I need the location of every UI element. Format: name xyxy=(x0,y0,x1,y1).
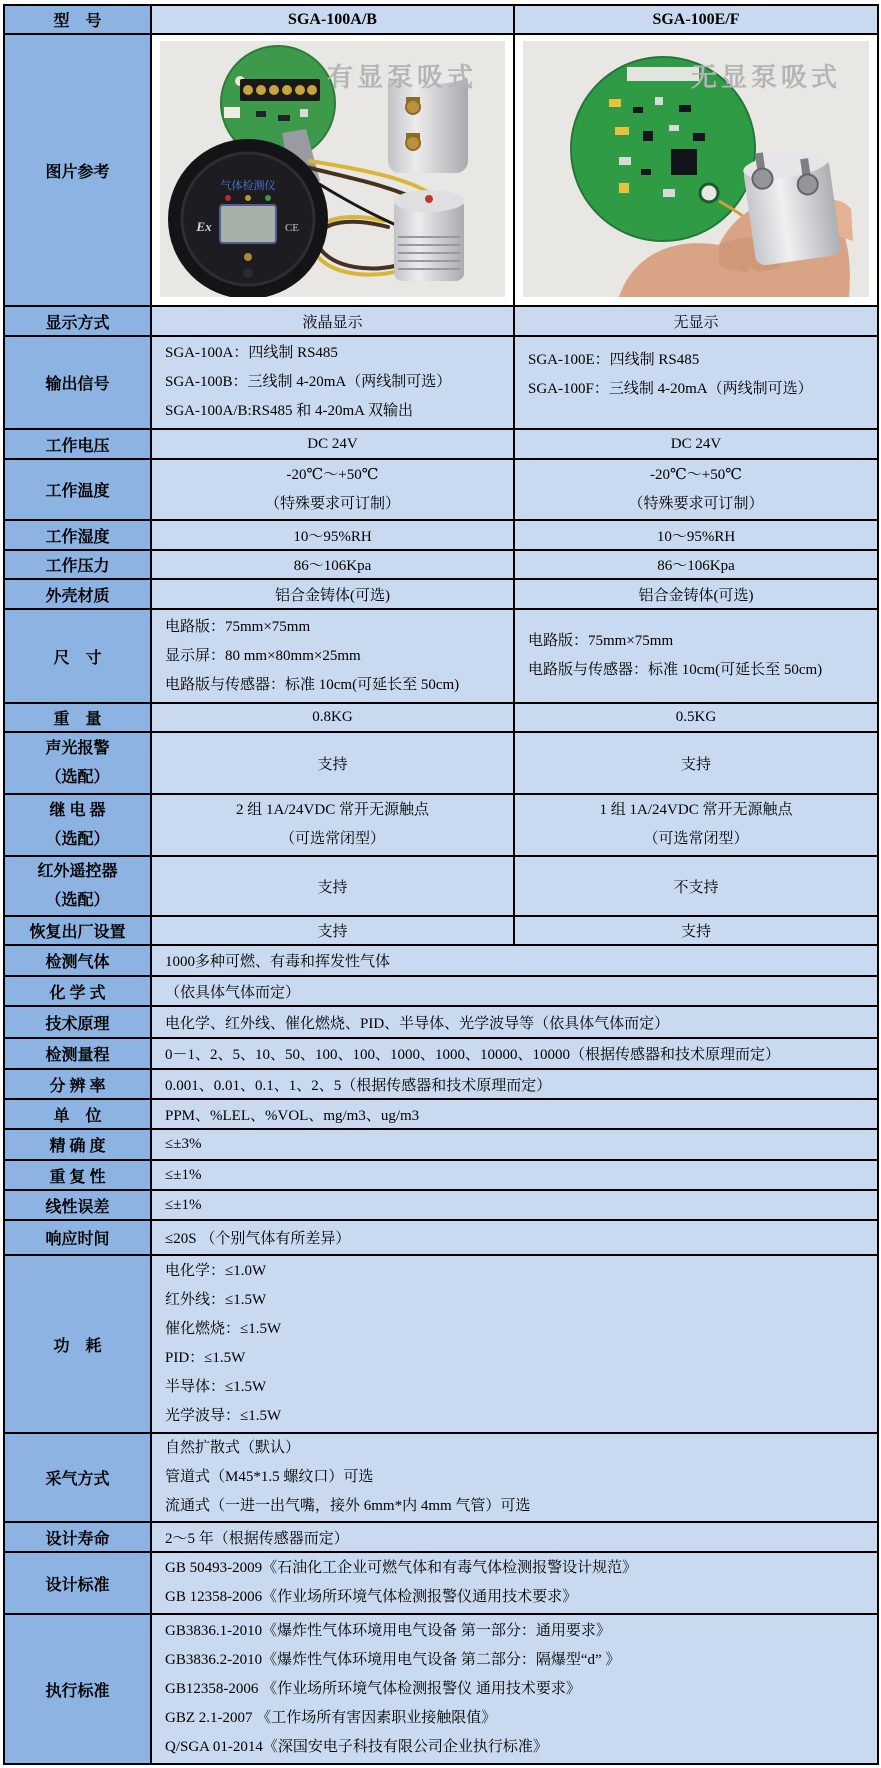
row-label: 检测量程 xyxy=(4,1038,151,1069)
table-row xyxy=(4,945,878,976)
row-label: 检测气体 xyxy=(4,945,151,976)
cell: ≤20S （个别气体有所差异） xyxy=(151,1220,878,1255)
cell: ≤±1% xyxy=(151,1190,878,1220)
table-row xyxy=(4,916,878,945)
row-label: 工作电压 xyxy=(4,429,151,459)
table-row xyxy=(4,1433,878,1522)
row-label: 设计寿命 xyxy=(4,1522,151,1552)
table-row xyxy=(4,609,878,703)
cell: SGA-100A：四线制 RS485 SGA-100B：三线制 4-20mA（两线制可选） SGA-100A/B:RS485 和 4-20mA 双输出 xyxy=(151,336,514,429)
model-ef-header: SGA-100E/F xyxy=(514,5,878,34)
cell: 0－1、2、5、10、50、100、100、1000、1000、10000、10000（根据传感器和技术原理而定） xyxy=(151,1038,878,1069)
row-label: 工作湿度 xyxy=(4,520,151,550)
cell: 86～106Kpa xyxy=(514,550,878,579)
cell: 电路版：75mm×75mm 电路版与传感器：标准 10cm(可延长至 50cm) xyxy=(514,609,878,703)
cell: 电化学、红外线、催化燃烧、PID、半导体、光学波导等（依具体气体而定） xyxy=(151,1006,878,1038)
table-row xyxy=(4,1552,878,1614)
cell: DC 24V xyxy=(514,429,878,459)
svg-text:CE: CE xyxy=(284,222,300,234)
table-row xyxy=(4,1069,878,1099)
row-label: 线性误差 xyxy=(4,1190,151,1220)
table-row xyxy=(4,550,878,579)
table-row xyxy=(4,1220,878,1255)
row-label: 声光报警 （选配） xyxy=(4,732,151,794)
cell: 支持 xyxy=(514,916,878,945)
table-row xyxy=(4,336,878,429)
cell: ≤±3% xyxy=(151,1129,878,1160)
cell: 86～106Kpa xyxy=(151,550,514,579)
product-photo-pump-with-display xyxy=(160,41,505,297)
table-row xyxy=(4,429,878,459)
table-row xyxy=(4,732,878,794)
table-row xyxy=(4,1614,878,1764)
table-row xyxy=(4,1160,878,1190)
table-row xyxy=(4,459,878,520)
cell: -20℃～+50℃ （特殊要求可订制） xyxy=(514,459,878,520)
cell: 不支持 xyxy=(514,856,878,916)
row-label: 采气方式 xyxy=(4,1433,151,1522)
row-label-photos: 图片参考 xyxy=(4,34,151,306)
row-label: 精 确 度 xyxy=(4,1129,151,1160)
row-label-model: 型 号 xyxy=(4,5,151,34)
watermark-right: 无显泵吸式 xyxy=(690,63,841,92)
row-label: 重 复 性 xyxy=(4,1160,151,1190)
row-label: 外壳材质 xyxy=(4,579,151,609)
row-label: 化 学 式 xyxy=(4,976,151,1006)
cell: 支持 xyxy=(151,916,514,945)
row-label: 显示方式 xyxy=(4,306,151,336)
table-row xyxy=(4,976,878,1006)
cell: 0.5KG xyxy=(514,703,878,732)
svg-text:气体检测仪: 气体检测仪 xyxy=(220,180,276,192)
cell: GB3836.1-2010《爆炸性气体环境用电气设备 第一部分：通用要求》 GB3836.2-2010《爆炸性气体环境用电气设备 第二部分：隔爆型“d” 》 GB12358-2006 《作业场所环境气体检测报警仪 通用技术要求》 GBZ 2.1-2007 《工作场所有害因素职业接触限值》 Q/SGA 01-2014《深国安电子科技有限公司企业执行标准》 xyxy=(151,1614,878,1764)
cell: 10～95%RH xyxy=(514,520,878,550)
table-row xyxy=(4,1038,878,1069)
row-label: 工作温度 xyxy=(4,459,151,520)
cell: 2 组 1A/24VDC 常开无源触点 （可选常闭型） xyxy=(151,794,514,856)
table-row xyxy=(4,1522,878,1552)
photo-cell-right xyxy=(514,34,878,306)
cell: 支持 xyxy=(151,732,514,794)
spec-table xyxy=(3,4,879,1765)
table-row xyxy=(4,579,878,609)
row-label: 功 耗 xyxy=(4,1255,151,1433)
cell: GB 50493-2009《石油化工企业可燃气体和有毒气体检测报警设计规范》 GB 12358-2006《作业场所环境气体检测报警仪通用技术要求》 xyxy=(151,1552,878,1614)
row-label: 设计标准 xyxy=(4,1552,151,1614)
row-label: 继 电 器 （选配） xyxy=(4,794,151,856)
cell: 铝合金铸体(可选) xyxy=(514,579,878,609)
table-row xyxy=(4,306,878,336)
cell: 铝合金铸体(可选) xyxy=(151,579,514,609)
table-row xyxy=(4,1190,878,1220)
svg-text:Ex: Ex xyxy=(196,219,212,234)
table-row xyxy=(4,794,878,856)
table-row xyxy=(4,1099,878,1129)
row-label: 尺 寸 xyxy=(4,609,151,703)
table-row xyxy=(4,1006,878,1038)
row-label: 恢复出厂设置 xyxy=(4,916,151,945)
table-row-photos xyxy=(4,34,878,306)
table-row xyxy=(4,703,878,732)
cell: 1000多种可燃、有毒和挥发性气体 xyxy=(151,945,878,976)
cell: 支持 xyxy=(151,856,514,916)
row-label: 单 位 xyxy=(4,1099,151,1129)
cell: PPM、%LEL、%VOL、mg/m3、ug/m3 xyxy=(151,1099,878,1129)
cell: 0.001、0.01、0.1、1、2、5（根据传感器和技术原理而定） xyxy=(151,1069,878,1099)
cell: 液晶显示 xyxy=(151,306,514,336)
product-photo-pump-no-display xyxy=(523,41,869,297)
cell: （依具体气体而定） xyxy=(151,976,878,1006)
cell: 2～5 年（根据传感器而定） xyxy=(151,1522,878,1552)
cell: 无显示 xyxy=(514,306,878,336)
model-ab-header: SGA-100A/B xyxy=(151,5,514,34)
row-label: 执行标准 xyxy=(4,1614,151,1764)
cell: 1 组 1A/24VDC 常开无源触点 （可选常闭型） xyxy=(514,794,878,856)
cell: ≤±1% xyxy=(151,1160,878,1190)
cell: -20℃～+50℃ （特殊要求可订制） xyxy=(151,459,514,520)
table-row xyxy=(4,1255,878,1433)
table-row xyxy=(4,520,878,550)
cell: 10～95%RH xyxy=(151,520,514,550)
cell: 自然扩散式（默认） 管道式（M45*1.5 螺纹口）可选 流通式（一进一出气嘴，接外 6mm*内 4mm 气管）可选 xyxy=(151,1433,878,1522)
row-label: 响应时间 xyxy=(4,1220,151,1255)
row-label: 技术原理 xyxy=(4,1006,151,1038)
cylinder-sensor-illustration xyxy=(394,190,464,281)
cell: 电化学：≤1.0W 红外线：≤1.5W 催化燃烧：≤1.5W PID：≤1.5W 半导体：≤1.5W 光学波导：≤1.5W xyxy=(151,1255,878,1433)
display-device-illustration xyxy=(168,139,328,297)
photo-cell-left xyxy=(151,34,514,306)
table-row-model xyxy=(4,5,878,34)
cell: DC 24V xyxy=(151,429,514,459)
row-label: 红外遥控器 （选配） xyxy=(4,856,151,916)
row-label: 输出信号 xyxy=(4,336,151,429)
table-row xyxy=(4,856,878,916)
cell: SGA-100E：四线制 RS485 SGA-100F：三线制 4-20mA（两线制可选） xyxy=(514,336,878,429)
row-label: 分 辨 率 xyxy=(4,1069,151,1099)
held-sensor-illustration xyxy=(741,143,842,266)
watermark-left: 有显泵吸式 xyxy=(326,63,477,92)
table-row xyxy=(4,1129,878,1160)
row-label: 重 量 xyxy=(4,703,151,732)
cell: 电路版：75mm×75mm 显示屏：80 mm×80mm×25mm 电路版与传感器：标准 10cm(可延长至 50cm) xyxy=(151,609,514,703)
cell: 0.8KG xyxy=(151,703,514,732)
row-label: 工作压力 xyxy=(4,550,151,579)
cell: 支持 xyxy=(514,732,878,794)
